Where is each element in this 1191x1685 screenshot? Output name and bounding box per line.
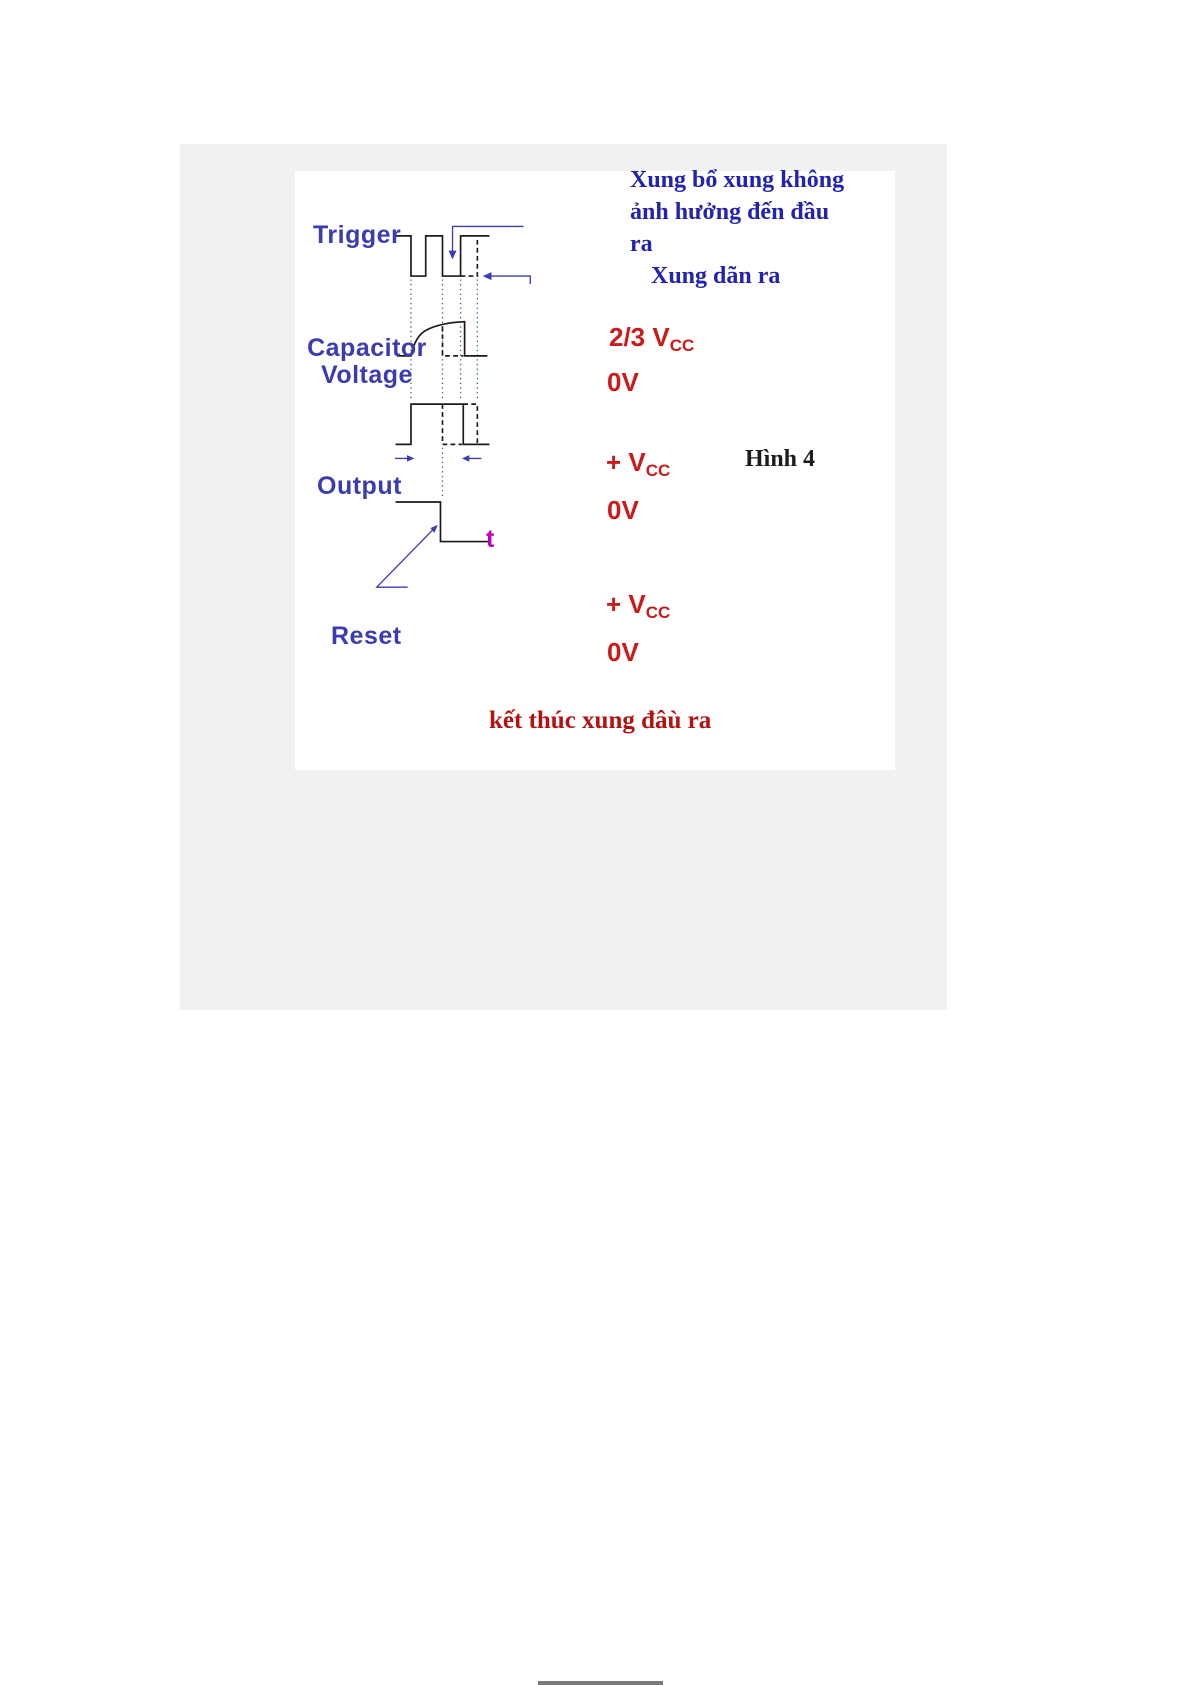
figure-caption: Hình 4 xyxy=(745,446,816,472)
page-bottom-fragment xyxy=(538,1681,663,1685)
trigger-label: Trigger xyxy=(313,221,402,249)
left-arrowhead-icon xyxy=(483,272,492,280)
supplementary-pulse-line1: Xung bổ xung không xyxy=(630,167,845,193)
output-waveform-dashed-early-end xyxy=(442,404,461,444)
stretched-pulse-leader-line xyxy=(491,276,531,284)
reset-label: Reset xyxy=(331,622,402,650)
plus-vcc-output-main: + V xyxy=(606,447,646,477)
end-of-output-annotation: kết thúc xung đâù ra xyxy=(489,707,712,734)
trigger-waveform-dashed-stretch xyxy=(461,237,478,277)
two-thirds-vcc-sub: CC xyxy=(669,336,695,355)
output-waveform-dashed-extension xyxy=(463,404,477,444)
plus-vcc-output-sub: CC xyxy=(645,461,671,480)
zero-v-reset-label: 0V xyxy=(607,637,639,667)
trigger-waveform xyxy=(396,236,490,276)
right-arrowhead-icon xyxy=(407,455,414,462)
supplementary-pulse-annotation xyxy=(630,164,844,260)
plus-vcc-reset-sub: CC xyxy=(645,603,671,622)
zero-v-capacitor-label: 0V xyxy=(607,367,639,397)
two-thirds-vcc-main: 2/3 V xyxy=(609,322,670,352)
plus-vcc-reset-main: + V xyxy=(606,589,646,619)
down-arrowhead-icon xyxy=(449,251,457,260)
left-arrowhead-t-icon xyxy=(462,455,469,462)
end-of-output-leader-line xyxy=(377,529,434,587)
plus-vcc-reset-label xyxy=(606,589,670,623)
time-period-marker: t xyxy=(486,525,495,553)
reset-waveform xyxy=(396,502,490,542)
stretched-pulse-annotation: Xung dãn ra xyxy=(651,263,781,289)
capacitor-voltage-label xyxy=(296,335,438,389)
supplementary-pulse-line3: ra xyxy=(630,231,653,257)
two-thirds-vcc-label xyxy=(609,322,694,356)
supplementary-pulse-line2: ảnh hưởng đến đầu xyxy=(630,199,830,225)
output-label: Output xyxy=(317,472,402,500)
supplementary-pulse-leader-line xyxy=(453,226,524,251)
zero-v-output-label: 0V xyxy=(607,495,639,525)
plus-vcc-output-label xyxy=(606,447,670,481)
capacitor-label-line2: Voltage xyxy=(321,361,413,389)
capacitor-label-line1: Capacitor xyxy=(307,334,427,362)
